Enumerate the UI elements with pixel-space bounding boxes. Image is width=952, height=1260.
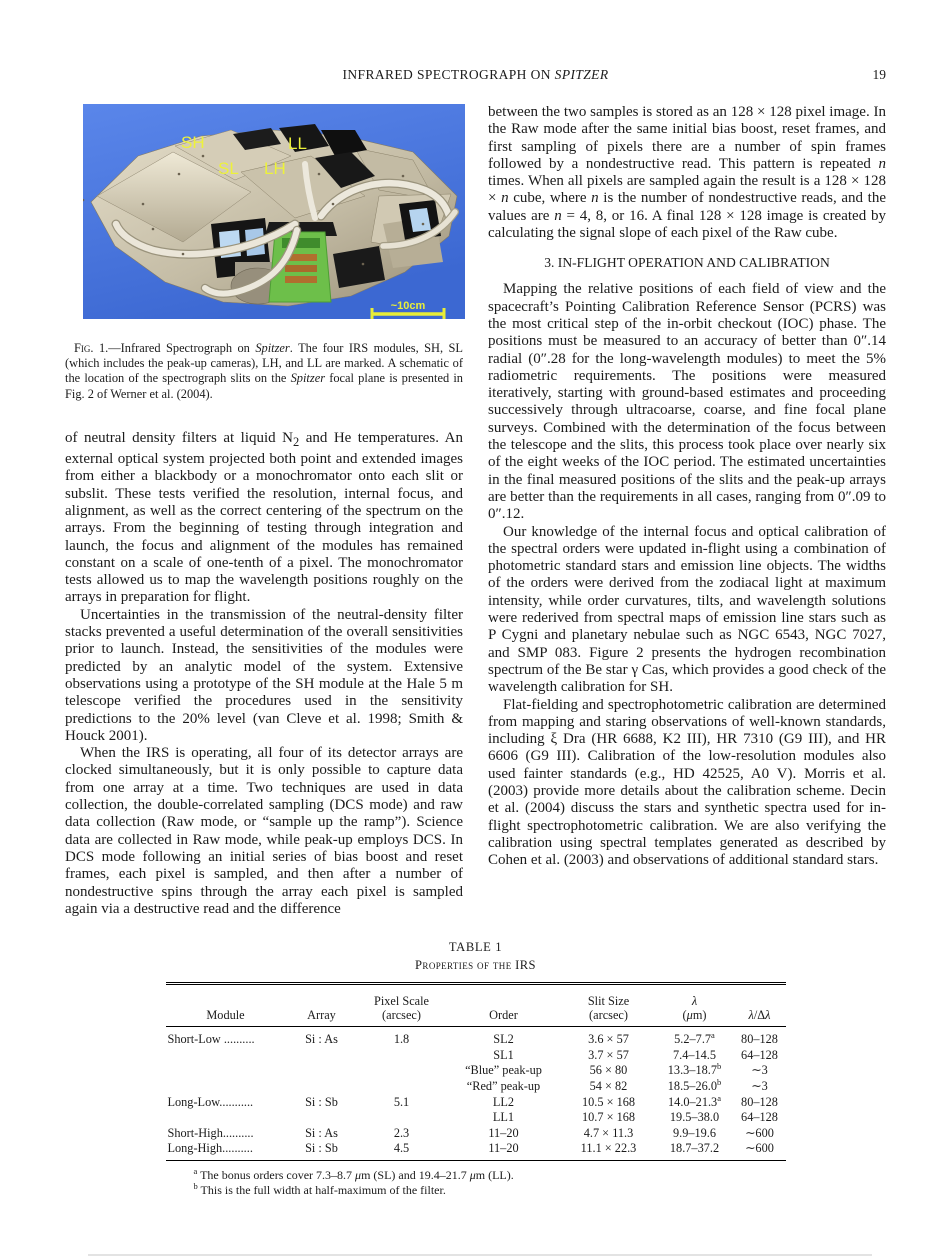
- table-header-row: [166, 984, 786, 1027]
- column-header-resolving-power: λ/Δλ: [734, 984, 786, 1027]
- table-cell: [166, 1079, 286, 1095]
- table-cell: [358, 1079, 446, 1095]
- table-cell: 11–20: [488, 1125, 519, 1140]
- table-cell: [358, 1048, 446, 1064]
- table-cell: Long-High..........: [166, 1141, 286, 1160]
- table-cell: Si : Sb: [286, 1141, 358, 1160]
- table-cell: [286, 1079, 358, 1095]
- paragraph: When the IRS is operating, all four of its detector arrays are clocked simultaneously, but it is only possible to capture data from one array at a time. Two techniques are used in data collection, the double-correlated sampling (DCS mode) and raw data collection (Raw mode, or “sample up the ramp”). Science data are collected in Raw mode, while peak-up employs DCS. In DCS mode following an initial series of bias boost and reset frames, each pixel is sampled, and then after a number of nondestructive spins through the array each pixel is sampled again via a destructive read and the difference: [65, 745, 463, 917]
- table-cell: [166, 1063, 286, 1079]
- table-cell: “Blue” peak-up: [465, 1063, 542, 1078]
- column-header-slit-size: Slit Size (arcsec): [562, 984, 656, 1027]
- table-cell: ∼3: [751, 1063, 768, 1078]
- table-cell: Si : As: [305, 1032, 338, 1047]
- table-cell: 1.8: [393, 1032, 410, 1047]
- table-cell: 64–128: [741, 1110, 778, 1125]
- paragraph: Mapping the relative positions of each field of view and the spacecraft’s Pointing Calibration Reference Sensor (PCRS) was the most critical step of the in-orbit checkout (IOC) phase. The positions must be measured to an accuracy of better than 0″.14 radial (0″.28 for the long-wavelength modules) to meet the 5% radiometric requirements. The positions were measured iteratively, starting with ground-based estimates and proceeding successively through ultracoarse, coarse, and fine focal plane surveys. Combined with the determination of the focus between the telescope and the slits, this process took place over nearly six of the eight weeks of the IOC period. The estimated uncertainties in the final measured positions of the slits and the peak-up arrays are better than the requirements in all cases, ranging from 0″.09 to 0″.12.: [488, 281, 886, 523]
- figure-1: [65, 104, 463, 402]
- two-column-body: [65, 104, 886, 918]
- table-cell: 19.5–38.0: [669, 1110, 720, 1125]
- table-cell: [286, 1110, 358, 1126]
- paragraph: Our knowledge of the internal focus and optical calibration of the spectral orders were updated in-flight using a combination of photometric standard stars and emission line objects. The widths of the orders were derived from the zodiacal light at maximum intensity, while order curvatures, tilts, and wavelength solutions were rederived from spectral maps of emission line stars such as P Cygni and planetary nebulae such as NGC 6543, NGC 7027, and SMP 083. Figure 2 presents the hydrogen recombination spectrum of the Be star γ Cas, which provides a good check of the wavelength calibration for SH.: [488, 523, 886, 696]
- table-footnote: $^a$ The bonus orders cover 7.3–8.7 μm (SL) and 19.4–21.7 μm (LL).: [193, 1165, 514, 1182]
- table-cell: Long-Low...........: [167, 1094, 254, 1109]
- table-row: [166, 1110, 786, 1126]
- table-cell: 9.9–19.6: [672, 1125, 717, 1140]
- table-cell: ∼600: [745, 1125, 774, 1140]
- table-title: TABLE 1: [448, 940, 503, 955]
- table-cell: [358, 1110, 446, 1126]
- table-cell: 18.5–26.0$^b$: [667, 1078, 722, 1093]
- page-number: 19: [872, 67, 886, 82]
- table-cell: ∼600: [734, 1141, 786, 1160]
- paragraph: of neutral density filters at liquid $N_2$ and He temperatures. An external optical system projected both point and extended images from either a blackbody or a monochromator onto each slit or subslit. These tests verified the resolution, internal focus, and alignment, as well as the correct centering of the spectrum on the arrays. From the beginning of testing through integration and launch, the focus and alignment of the modules has remained constant on a scale of one-tenth of a pixel. The monochromator tests allowed us to map the wavelength positions roughly on the arrays in preparation for flight.: [65, 429, 463, 606]
- column-header-pixel-scale: Pixel Scale (arcsec): [358, 984, 446, 1027]
- table-cell: SL2: [493, 1032, 514, 1047]
- scale-bar-label: ~10cm: [390, 300, 426, 312]
- paragraph: Uncertainties in the transmission of the neutral-density filter stacks prevented a useful determination of the overall sensitivities prior to launch. Instead, the sensitivities of the modules were predicted by an analytic model of the system. Extensive observations using a prototype of the SH module at the Hale 5 m telescope verified the procedures used in the sensitivity predictions to the 20% level (van Cleve et al. 1998; Smith & Houck 2001).: [65, 606, 463, 744]
- table-cell: 64–128: [741, 1047, 778, 1062]
- table-row: [166, 1095, 786, 1111]
- figure-caption: [65, 341, 463, 402]
- table-row: [166, 1048, 786, 1064]
- table-cell: 10.5 × 168: [581, 1094, 636, 1109]
- column-header-lambda: λ (μm): [656, 984, 734, 1027]
- module-label-lh: LH: [264, 159, 286, 178]
- column-header-array: Array: [286, 984, 358, 1027]
- table-row: [166, 1063, 786, 1079]
- page-edge-shadow: [88, 1254, 872, 1256]
- irs-properties-table: [166, 982, 786, 1161]
- irs-instrument-photo: [83, 104, 465, 319]
- table-cell: 5.2–7.7$^a$: [674, 1030, 715, 1047]
- table-row: [166, 1079, 786, 1095]
- table-cell: Short-High..........: [167, 1125, 254, 1140]
- module-label-ll: LL: [288, 134, 307, 153]
- module-label-sl: SL: [218, 159, 239, 178]
- paragraph: Flat-fielding and spectrophotometric calibration are determined from mapping and staring observations of well-known standards, including ξ Dra (HR 6688, K2 III), HR 7310 (G9 III), and HR 6606 (G9 III). Calibration of the low-resolution modules also used fainter standards (e.g., HD 42525, A0 V). Morris et al. (2003) provide more details about the calibration scheme. Decin et al. (2004) discuss the stars and synthetic spectra used for in-flight spectrophotometric calibration. We are also verifying the calibration using spectral templates generated as described by Cohen et al. (2003) and observations of additional standard stars.: [488, 696, 886, 869]
- table-cell: LL1: [492, 1110, 515, 1125]
- figure-caption-text: Fig. 1.—Infrared Spectrograph on Spitzer. The four IRS modules, SH, SL (which includes the peak-up cameras), LH, and LL are marked. A schematic of the location of the spectrograph slits on the Spitzer focal plane is presented in Fig. 2 of Werner et al. (2004).: [65, 341, 463, 401]
- table-cell: Short-Low ..........: [167, 1032, 255, 1047]
- table-row: [166, 1027, 786, 1048]
- table-1-block: [166, 940, 786, 1198]
- table-cell: 3.6 × 57: [588, 1032, 629, 1047]
- left-column: [65, 104, 463, 918]
- table-cell: SL1: [493, 1047, 514, 1062]
- table-cell: [286, 1048, 358, 1064]
- table-cell: [166, 1110, 286, 1126]
- table-cell: [166, 1048, 286, 1064]
- table-cell: LL2: [492, 1094, 515, 1109]
- running-head: [65, 0, 886, 85]
- table-cell: 10.7 × 168: [581, 1110, 636, 1125]
- table-row: [166, 1126, 786, 1142]
- table-cell: 11–20: [446, 1141, 562, 1160]
- table-cell: 14.0–21.3$^a$: [668, 1094, 721, 1109]
- table-cell: [286, 1063, 358, 1079]
- right-column: [488, 104, 886, 869]
- running-head-title: INFRARED SPECTROGRAPH ON SPITZER: [342, 67, 609, 82]
- column-header-order: Order: [446, 984, 562, 1027]
- table-cell: 56 × 80: [589, 1063, 628, 1078]
- table-cell: [358, 1063, 446, 1079]
- table-row: [166, 1141, 786, 1160]
- table-cell: 4.5: [358, 1141, 446, 1160]
- table-cell: 11.1 × 22.3: [562, 1141, 656, 1160]
- table-cell: 18.7–37.2: [656, 1141, 734, 1160]
- copper-bar: [285, 276, 317, 283]
- table-footnotes: [193, 1165, 786, 1198]
- table-cell: 13.3–18.7$^b$: [667, 1063, 722, 1078]
- table-footnote: $^b$ This is the full width at half-maximum of the filter.: [193, 1181, 446, 1198]
- section-heading: 3. IN-FLIGHT OPERATION AND CALIBRATION: [544, 255, 830, 271]
- table-cell: 3.7 × 57: [588, 1047, 629, 1062]
- table-subtitle: Properties of the IRS: [415, 958, 536, 973]
- table-cell: Si : As: [305, 1125, 338, 1140]
- table-cell: “Red” peak-up: [466, 1078, 541, 1093]
- table-cell: Si : Sb: [305, 1094, 338, 1109]
- table-cell: 4.7 × 11.3: [583, 1125, 634, 1140]
- paragraph: between the two samples is stored as an 128 × 128 pixel image. In the Raw mode after the same initial bias boost, reset frames, and first sampling of pixels there are a number of spin frames followed by a nondestructive read. This pattern is repeated n times. When all pixels are sampled again the result is a 128 × 128 × n cube, where n is the number of nondestructive reads, and the values are n = 4, 8, or 16. A final 128 × 128 image is created by calculating the signal slope of each pixel of the Raw cube.: [488, 104, 886, 242]
- irs-table-body: [166, 1027, 786, 1161]
- copper-bar: [285, 265, 317, 272]
- module-label-sh: SH: [181, 133, 205, 152]
- table-cell: 7.4–14.5: [672, 1047, 717, 1062]
- table-cell: 80–128: [741, 1094, 778, 1109]
- table-cell: 5.1: [393, 1094, 410, 1109]
- table-cell: 54 × 82: [589, 1078, 628, 1093]
- table-cell: ∼3: [751, 1078, 768, 1093]
- column-header-module: Module: [166, 984, 286, 1027]
- table-cell: 2.3: [393, 1125, 410, 1140]
- table-cell: 80–128: [741, 1032, 778, 1047]
